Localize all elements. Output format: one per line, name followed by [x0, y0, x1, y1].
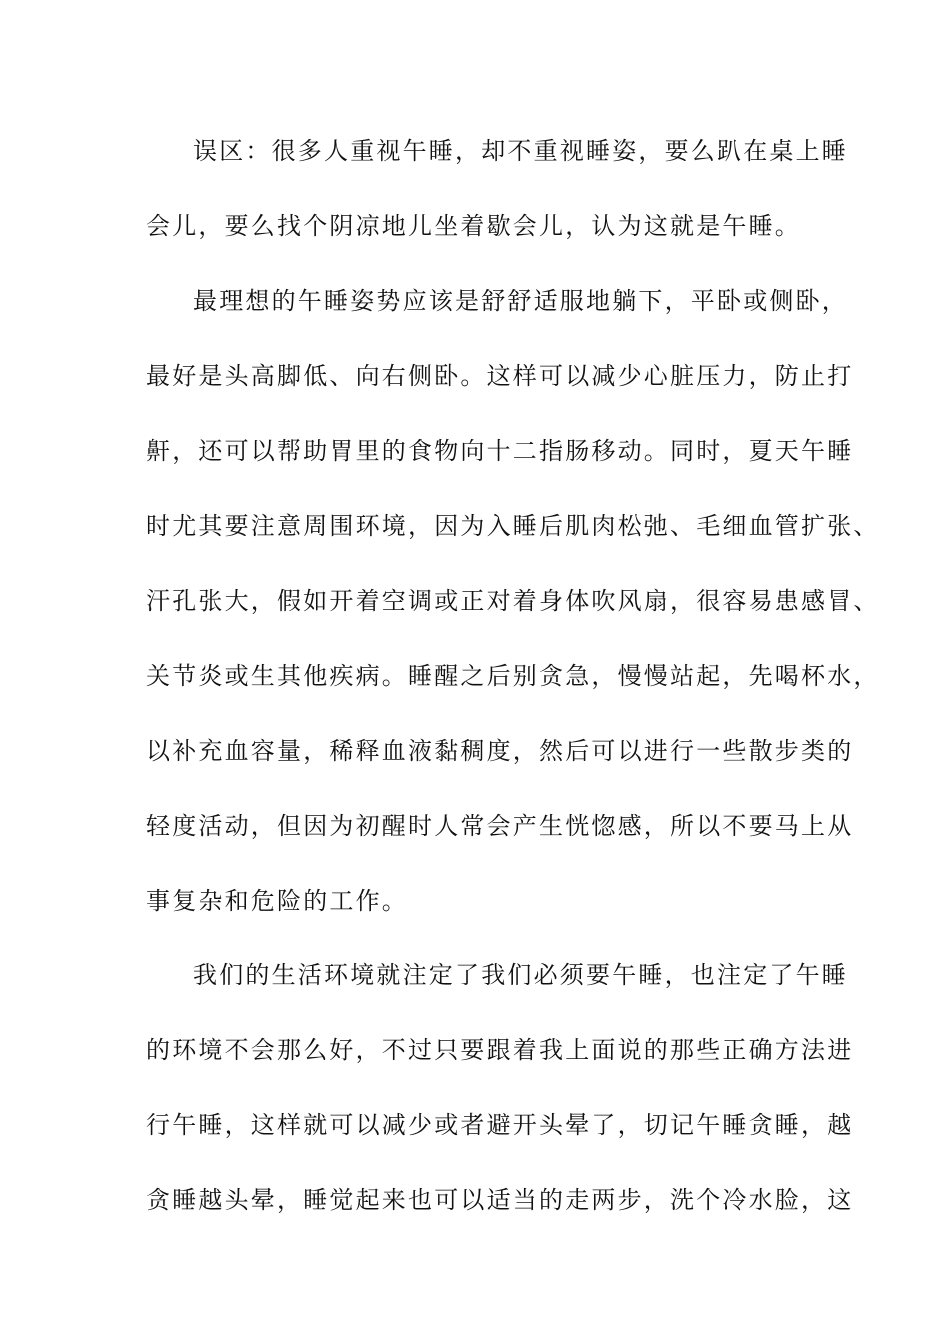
text-line: 鼾，还可以帮助胃里的食物向十二指肠移动。同时，夏天午睡: [146, 437, 854, 465]
text-line: 我们的生活环境就注定了我们必须要午睡，也注定了午睡: [193, 961, 848, 989]
text-line: 贪睡越头晕，睡觉起来也可以适当的走两步，洗个冷水脸，这: [146, 1186, 854, 1214]
text-line: 事复杂和危险的工作。: [146, 887, 408, 915]
text-line: 以补充血容量，稀释血液黏稠度，然后可以进行一些散步类的: [146, 737, 854, 765]
text-line: 行午睡，这样就可以减少或者避开头晕了，切记午睡贪睡，越: [146, 1111, 854, 1139]
text-line: 的环境不会那么好，不过只要跟着我上面说的那些正确方法进: [146, 1036, 854, 1064]
text-line: 最理想的午睡姿势应该是舒舒适服地躺下，平卧或侧卧，: [193, 287, 848, 315]
text-line: 会儿，要么找个阴凉地儿坐着歇会儿，认为这就是午睡。: [146, 212, 801, 240]
text-line: 关节炎或生其他疾病。睡醒之后别贪急，慢慢站起，先喝杯水，: [146, 662, 880, 690]
text-line: 轻度活动，但因为初醒时人常会产生恍惚感，所以不要马上从: [146, 812, 854, 840]
text-line: 汗孔张大，假如开着空调或正对着身体吹风扇，很容易患感冒、: [146, 587, 880, 615]
text-line: 误区：很多人重视午睡，却不重视睡姿，要么趴在桌上睡: [193, 137, 848, 165]
text-line: 最好是头高脚低、向右侧卧。这样可以减少心脏压力，防止打: [146, 362, 854, 390]
text-line: 时尤其要注意周围环境，因为入睡后肌肉松弛、毛细血管扩张、: [146, 512, 880, 540]
